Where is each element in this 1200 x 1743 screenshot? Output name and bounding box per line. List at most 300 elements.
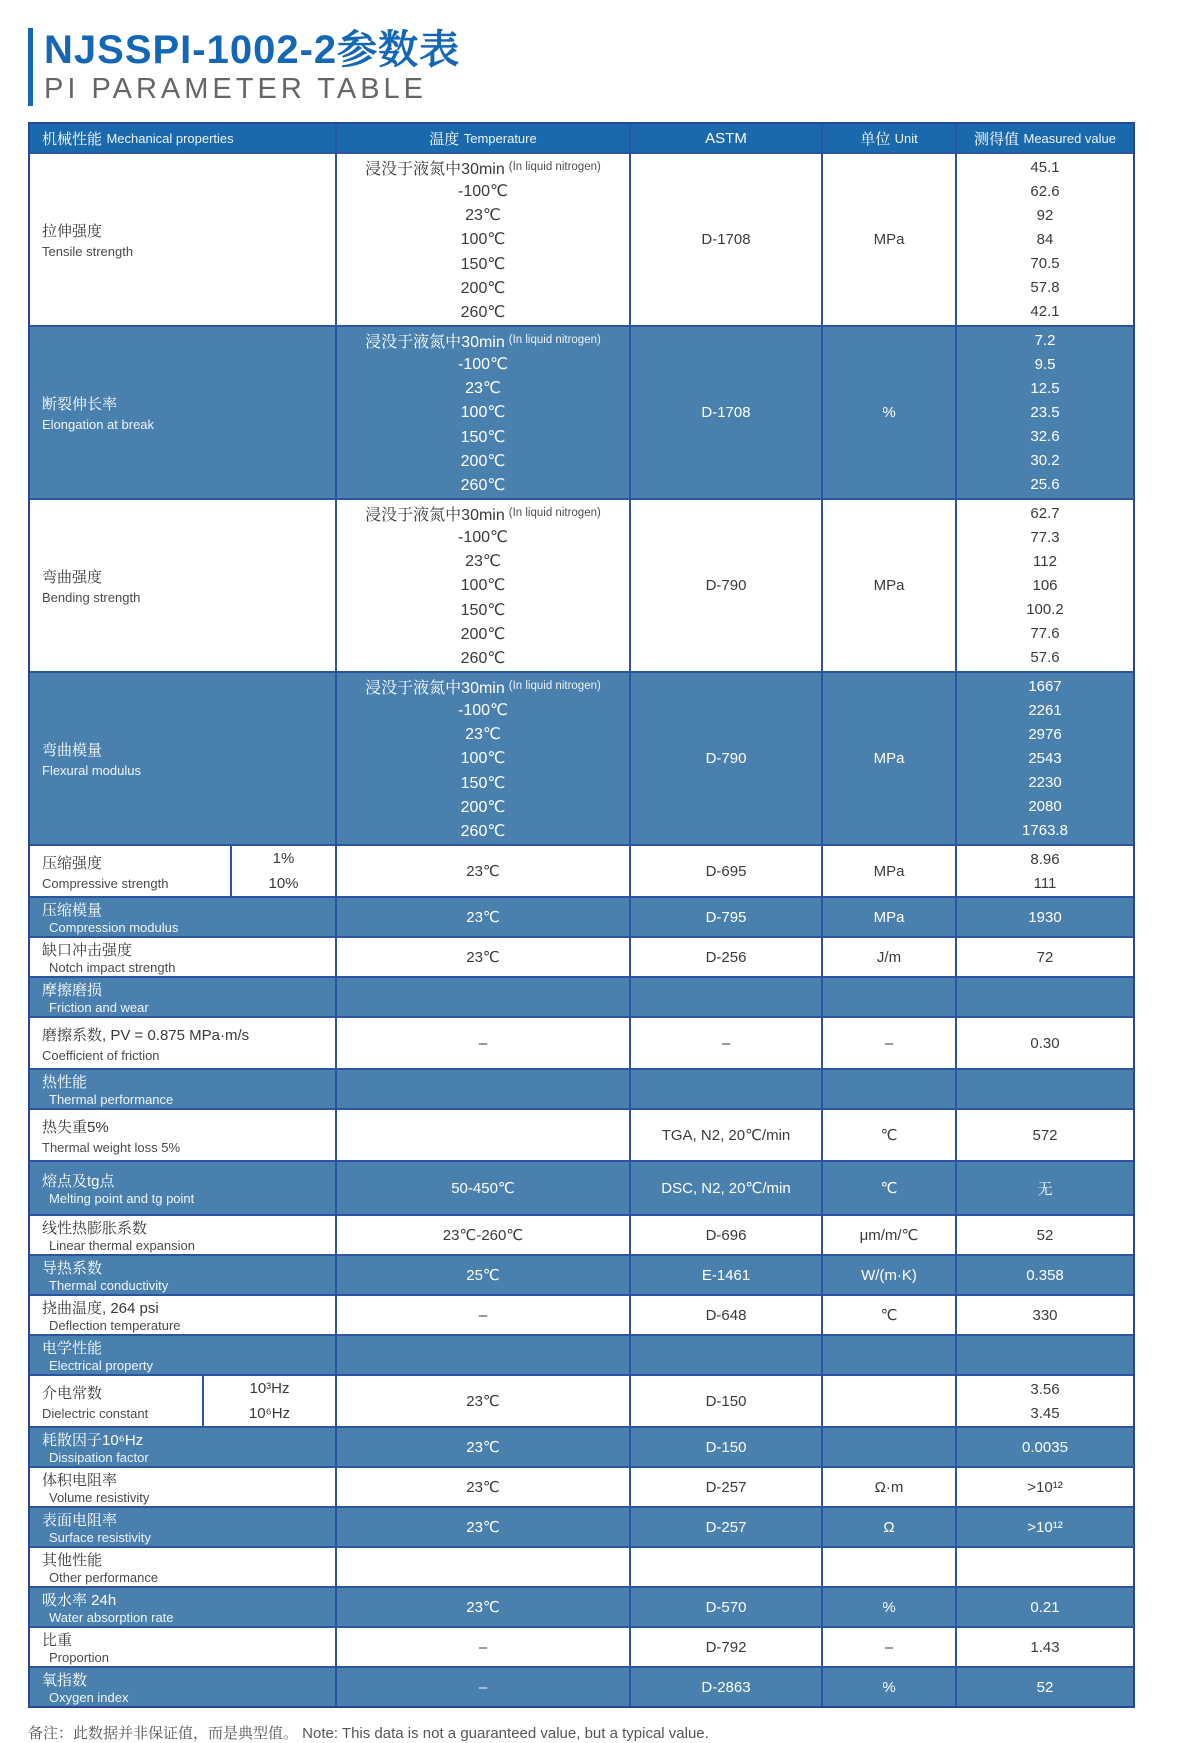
cell-temperature-electrical-property — [337, 1336, 629, 1374]
unit-value: Ω — [883, 1518, 895, 1536]
temperature-line — [339, 674, 627, 698]
sub-condition: 1% — [272, 850, 295, 867]
unit-value: ℃ — [880, 1127, 898, 1144]
temperature-value: -100℃ — [458, 183, 508, 201]
property-en: Thermal performance — [49, 1092, 174, 1107]
cell-astm-friction-and-wear — [631, 978, 821, 1016]
cell-unit-bending-strength — [823, 500, 955, 671]
sub-condition: 10% — [268, 875, 299, 892]
property-zh: 拉伸强度 — [42, 223, 103, 240]
temperature-value: 23℃ — [465, 726, 501, 744]
property-en: Friction and wear — [49, 1000, 149, 1015]
unit-value: % — [882, 1678, 896, 1696]
cell-measured-value-water-absorption-rate — [957, 1588, 1133, 1626]
property-zh: 挠曲温度, 264 psi — [42, 1300, 159, 1317]
astm-value: TGA, N2, 20℃/min — [661, 1127, 791, 1144]
property-en: Oxygen index — [49, 1690, 129, 1705]
temperature-line — [339, 352, 627, 376]
temperature-value: -100℃ — [458, 529, 508, 547]
table-row-electrical-property — [30, 1336, 1133, 1374]
property-en: Proportion — [49, 1650, 109, 1665]
cell-temperature-oxygen-index — [337, 1668, 629, 1706]
property-label-wrap — [30, 846, 230, 896]
title-accent-bar — [28, 28, 33, 106]
cell-temperature-dissipation-factor — [337, 1428, 629, 1466]
astm-value: D-790 — [705, 750, 747, 767]
property-zh: 断裂伸长率 — [42, 396, 118, 413]
property-label — [42, 1217, 195, 1253]
property-zh: 热失重5% — [42, 1118, 109, 1136]
measured-value: 62.7 — [1030, 504, 1060, 522]
measured-value: 7.2 — [1034, 331, 1056, 349]
cell-measured-value-compressive-strength — [957, 846, 1133, 896]
property-en: Compression modulus — [49, 920, 179, 935]
cell-temperature-other-performance — [337, 1548, 629, 1586]
property-zh: 介电常数 — [42, 1384, 103, 1402]
temperature-value: 100℃ — [460, 750, 506, 768]
table-row-volume-resistivity — [30, 1468, 1133, 1506]
cell-unit-thermal-conductivity — [823, 1256, 955, 1294]
unit-value: MPa — [873, 577, 905, 594]
measured-value: 2543 — [1028, 749, 1062, 767]
measured-value: 0.30 — [1030, 1034, 1060, 1052]
cell-unit-compressive-strength — [823, 846, 955, 896]
temperature-value: 150℃ — [460, 428, 506, 446]
cell-temperature-dielectric-constant — [337, 1376, 629, 1426]
temperature-value: 浸没于液氮中30min — [365, 160, 505, 178]
cell-property-dielectric-constant — [30, 1376, 335, 1426]
temperature-line — [339, 501, 627, 525]
property-label — [42, 1429, 149, 1465]
cell-astm-coefficient-of-friction — [631, 1018, 821, 1068]
property-zh: 电学性能 — [42, 1340, 103, 1357]
temperature-line — [339, 795, 627, 819]
temperature-line — [339, 449, 627, 473]
cell-unit-friction-and-wear — [823, 978, 955, 1016]
property-label-wrap — [30, 1376, 202, 1426]
measured-value: 无 — [1037, 1180, 1053, 1198]
astm-value: D-795 — [705, 908, 747, 926]
measured-value: 70.5 — [1030, 255, 1060, 273]
property-en: Volume resistivity — [49, 1490, 150, 1505]
temperature-value: 200℃ — [460, 452, 506, 470]
property-label — [42, 566, 140, 605]
measured-value: 57.8 — [1030, 279, 1060, 297]
property-label — [42, 852, 230, 891]
cell-unit-oxygen-index — [823, 1668, 955, 1706]
cell-temperature-thermal-performance — [337, 1070, 629, 1108]
measured-value: 0.0035 — [1022, 1438, 1068, 1456]
temperature-value: 23℃ — [465, 553, 501, 571]
temperature-value: 23℃ — [466, 863, 500, 880]
property-label — [42, 939, 175, 975]
measured-value: 330 — [1032, 1306, 1058, 1324]
property-label — [42, 1509, 151, 1545]
table-row-dissipation-factor — [30, 1428, 1133, 1466]
measured-value: 25.6 — [1030, 476, 1060, 494]
measured-value: 52 — [1036, 1226, 1054, 1244]
measured-value: 572 — [1032, 1126, 1058, 1144]
property-en: Flexural modulus — [42, 763, 141, 778]
unit-value: μm/m/℃ — [859, 1227, 919, 1244]
cell-measured-value-thermal-performance — [957, 1070, 1133, 1108]
table-row-flexural-modulus — [30, 673, 1133, 844]
unit-value: ℃ — [880, 1307, 898, 1324]
unit-value: % — [882, 404, 896, 421]
property-zh: 导热系数 — [42, 1260, 103, 1277]
temperature-value: 200℃ — [460, 625, 506, 643]
temperature-value: 浸没于液氮中30min — [365, 679, 505, 697]
temperature-value: 23℃-260℃ — [442, 1227, 524, 1244]
temperature-value: 23℃ — [466, 1599, 500, 1616]
cell-unit-dissipation-factor — [823, 1428, 955, 1466]
cell-measured-value-tensile-strength — [957, 154, 1133, 325]
temperature-line — [339, 203, 627, 227]
property-label — [42, 979, 149, 1015]
cell-astm-oxygen-index — [631, 1668, 821, 1706]
temperature-line — [339, 227, 627, 251]
cell-temperature-tensile-strength — [337, 154, 629, 325]
temperature-value: 150℃ — [460, 774, 506, 792]
cell-measured-value-dissipation-factor — [957, 1428, 1133, 1466]
temperature-value: – — [478, 1638, 488, 1656]
cell-unit-volume-resistivity — [823, 1468, 955, 1506]
cell-property-compressive-strength — [30, 846, 335, 896]
astm-value: D-696 — [705, 1226, 747, 1244]
temperature-value: 260℃ — [460, 303, 506, 321]
measured-value-lines — [959, 847, 1131, 895]
table-row-proportion — [30, 1628, 1133, 1666]
table-row-compressive-strength — [30, 846, 1133, 896]
temperature-lines — [339, 501, 627, 670]
astm-value: D-2863 — [701, 1678, 751, 1696]
header-cell-measured-value — [957, 124, 1133, 152]
cell-measured-value-volume-resistivity — [957, 1468, 1133, 1506]
property-zh: 缺口冲击强度 — [42, 942, 133, 959]
cell-property-elongation-at-break — [30, 327, 335, 498]
unit-value: ℃ — [880, 1180, 898, 1197]
cell-temperature-thermal-weight-loss — [337, 1110, 629, 1160]
measured-value: 1930 — [1028, 908, 1062, 926]
table-row-thermal-conductivity — [30, 1256, 1133, 1294]
cell-property-notch-impact-strength — [30, 938, 335, 976]
property-label — [42, 1382, 202, 1421]
unit-value: W/(m·K) — [861, 1266, 917, 1284]
header-measured-en: Measured value — [1023, 130, 1116, 146]
cell-astm-melting-point — [631, 1162, 821, 1214]
cell-property-linear-thermal-expansion — [30, 1216, 335, 1254]
cell-unit-elongation-at-break — [823, 327, 955, 498]
cell-astm-thermal-weight-loss — [631, 1110, 821, 1160]
measured-value: 45.1 — [1030, 158, 1060, 176]
property-label — [42, 1116, 180, 1155]
temperature-value: 23℃ — [466, 1393, 500, 1410]
unit-value: % — [882, 1598, 896, 1616]
temperature-line — [339, 646, 627, 670]
property-en: Notch impact strength — [49, 960, 176, 975]
cell-property-oxygen-index — [30, 1668, 335, 1706]
header-astm-label: ASTM — [705, 129, 747, 147]
temperature-line — [339, 155, 627, 179]
temperature-value: 100℃ — [460, 231, 506, 249]
property-label — [42, 1589, 174, 1625]
cell-property-volume-resistivity — [30, 1468, 335, 1506]
cell-unit-coefficient-of-friction — [823, 1018, 955, 1068]
cell-property-water-absorption-rate — [30, 1588, 335, 1626]
table-row-water-absorption-rate — [30, 1588, 1133, 1626]
temperature-value: 100℃ — [460, 404, 506, 422]
cell-measured-value-coefficient-of-friction — [957, 1018, 1133, 1068]
property-en: Thermal weight loss 5% — [42, 1139, 180, 1155]
table-row-compression-modulus — [30, 898, 1133, 936]
measured-value: 1667 — [1028, 677, 1062, 695]
astm-value: D-150 — [705, 1392, 747, 1410]
property-en: Bending strength — [42, 590, 141, 605]
property-zh: 热性能 — [42, 1074, 88, 1091]
cell-property-friction-and-wear — [30, 978, 335, 1016]
cell-unit-proportion — [823, 1628, 955, 1666]
astm-value: – — [721, 1034, 731, 1052]
cell-measured-value-thermal-conductivity — [957, 1256, 1133, 1294]
property-zh: 弯曲强度 — [42, 569, 103, 586]
cell-astm-notch-impact-strength — [631, 938, 821, 976]
cell-astm-other-performance — [631, 1548, 821, 1586]
cell-unit-linear-thermal-expansion — [823, 1216, 955, 1254]
temperature-line — [339, 425, 627, 449]
property-label — [42, 739, 141, 778]
cell-astm-tensile-strength — [631, 154, 821, 325]
unit-value: MPa — [873, 750, 905, 767]
property-en: Elongation at break — [42, 417, 155, 432]
cell-unit-melting-point — [823, 1162, 955, 1214]
astm-value: D-150 — [705, 1438, 747, 1456]
table-row-linear-thermal-expansion — [30, 1216, 1133, 1254]
cell-property-deflection-temperature — [30, 1296, 335, 1334]
measured-value: 1.43 — [1030, 1638, 1060, 1656]
table-header-row — [30, 124, 1133, 152]
cell-measured-value-electrical-property — [957, 1336, 1133, 1374]
temperature-lines — [339, 155, 627, 324]
temperature-value: 260℃ — [460, 822, 506, 840]
astm-value: D-1708 — [701, 231, 751, 248]
temperature-line — [339, 573, 627, 597]
property-en: Dissipation factor — [49, 1450, 149, 1465]
measured-value: 62.6 — [1030, 182, 1060, 200]
cell-temperature-deflection-temperature — [337, 1296, 629, 1334]
cell-measured-value-elongation-at-break — [957, 327, 1133, 498]
measured-value: 2261 — [1028, 701, 1062, 719]
property-zh: 磨擦系数, PV = 0.875 MPa·m/s — [42, 1026, 250, 1044]
temperature-note: (In liquid nitrogen) — [508, 161, 601, 174]
cell-property-bending-strength — [30, 500, 335, 671]
cell-unit-compression-modulus — [823, 898, 955, 936]
property-en: Linear thermal expansion — [49, 1238, 195, 1253]
temperature-note: (In liquid nitrogen) — [508, 334, 601, 347]
temperature-line — [339, 549, 627, 573]
temperature-value: 23℃ — [466, 1519, 500, 1536]
property-label — [42, 1257, 168, 1293]
cell-unit-surface-resistivity — [823, 1508, 955, 1546]
cell-property-flexural-modulus — [30, 673, 335, 844]
header-cell-temperature — [337, 124, 629, 152]
temperature-line — [339, 376, 627, 400]
measured-value-lines — [959, 1377, 1131, 1425]
measured-value: >10¹² — [1027, 1518, 1063, 1536]
temperature-note: (In liquid nitrogen) — [508, 507, 601, 520]
property-zh: 表面电阻率 — [42, 1512, 118, 1529]
measured-value: 72 — [1036, 948, 1054, 966]
temperature-line — [339, 473, 627, 497]
page-subtitle: PI PARAMETER TABLE — [44, 73, 428, 105]
cell-unit-other-performance — [823, 1548, 955, 1586]
header-property-en: Mechanical properties — [106, 130, 234, 146]
property-label — [42, 1071, 173, 1107]
measured-value: 8.96 — [1030, 850, 1060, 868]
property-zh: 压缩强度 — [42, 854, 103, 872]
cell-temperature-elongation-at-break — [337, 327, 629, 498]
temperature-value: – — [478, 1306, 488, 1324]
astm-value: D-790 — [705, 577, 747, 594]
sub-condition: 10³Hz — [249, 1380, 290, 1397]
cell-temperature-proportion — [337, 1628, 629, 1666]
temperature-value: 浸没于液氮中30min — [365, 506, 505, 524]
table-row-dielectric-constant — [30, 1376, 1133, 1426]
temperature-lines — [339, 328, 627, 497]
measured-value: 23.5 — [1030, 403, 1060, 421]
header-cell-astm — [631, 124, 821, 152]
parameter-table — [28, 122, 1135, 1708]
measured-value: 3.45 — [1030, 1404, 1060, 1422]
cell-astm-deflection-temperature — [631, 1296, 821, 1334]
measured-value: 1763.8 — [1022, 822, 1068, 840]
cell-property-surface-resistivity — [30, 1508, 335, 1546]
header-property-zh: 机械性能 — [42, 130, 103, 148]
property-zh: 弯曲模量 — [42, 742, 103, 759]
table-row-melting-point — [30, 1162, 1133, 1214]
title-texts — [44, 28, 460, 106]
astm-value: D-256 — [705, 948, 747, 966]
temperature-line — [339, 722, 627, 746]
temperature-line — [339, 525, 627, 549]
table-row-thermal-performance — [30, 1070, 1133, 1108]
cell-measured-value-melting-point — [957, 1162, 1133, 1214]
temperature-line — [339, 252, 627, 276]
property-zh: 比重 — [42, 1632, 73, 1649]
table-row-bending-strength — [30, 500, 1133, 671]
temperature-line — [339, 622, 627, 646]
footer-note: 备注：此数据并非保证值，而是典型值。 Note: This data is not a guaranteed value, but a typical value. — [28, 1725, 709, 1742]
property-label — [42, 1469, 149, 1505]
temperature-value: -100℃ — [458, 356, 508, 374]
table-row-tensile-strength — [30, 154, 1133, 325]
cell-unit-thermal-performance — [823, 1070, 955, 1108]
property-zh: 吸水率 24h — [42, 1592, 117, 1609]
header-unit-en: Unit — [894, 130, 918, 146]
measured-value: 0.358 — [1026, 1266, 1064, 1284]
measured-value: 12.5 — [1030, 379, 1060, 397]
temperature-value: 23℃ — [466, 1439, 500, 1456]
measured-value: 84 — [1036, 230, 1054, 248]
cell-property-thermal-weight-loss — [30, 1110, 335, 1160]
temperature-value: 浸没于液氮中30min — [365, 333, 505, 351]
property-sub-conditions — [230, 846, 335, 896]
cell-unit-water-absorption-rate — [823, 1588, 955, 1626]
property-label — [42, 1629, 109, 1665]
property-en: Thermal conductivity — [49, 1278, 169, 1293]
temperature-line — [339, 598, 627, 622]
cell-temperature-coefficient-of-friction — [337, 1018, 629, 1068]
cell-unit-dielectric-constant — [823, 1376, 955, 1426]
property-zh: 耗散因子10⁶Hz — [42, 1432, 144, 1449]
measured-value: 100.2 — [1026, 601, 1064, 619]
temperature-value: 50-450℃ — [451, 1180, 515, 1197]
measured-value: 0.21 — [1030, 1598, 1060, 1616]
cell-property-electrical-property — [30, 1336, 335, 1374]
temperature-value: 200℃ — [460, 279, 506, 297]
unit-value: J/m — [876, 948, 902, 966]
temperature-value: 150℃ — [460, 255, 506, 273]
cell-measured-value-friction-and-wear — [957, 978, 1133, 1016]
temperature-line — [339, 328, 627, 352]
cell-measured-value-bending-strength — [957, 500, 1133, 671]
cell-measured-value-deflection-temperature — [957, 1296, 1133, 1334]
temperature-value: 260℃ — [460, 476, 506, 494]
cell-property-other-performance — [30, 1548, 335, 1586]
property-zh: 体积电阻率 — [42, 1472, 118, 1489]
cell-temperature-bending-strength — [337, 500, 629, 671]
cell-measured-value-linear-thermal-expansion — [957, 1216, 1133, 1254]
table-row-thermal-weight-loss — [30, 1110, 1133, 1160]
cell-temperature-notch-impact-strength — [337, 938, 629, 976]
measured-value: 2976 — [1028, 725, 1062, 743]
measured-value: 3.56 — [1030, 1380, 1060, 1398]
cell-astm-proportion — [631, 1628, 821, 1666]
header-cell-unit — [823, 124, 955, 152]
cell-temperature-flexural-modulus — [337, 673, 629, 844]
cell-unit-notch-impact-strength — [823, 938, 955, 976]
property-zh: 线性热膨胀系数 — [42, 1220, 148, 1237]
measured-value: 32.6 — [1030, 428, 1060, 446]
cell-temperature-surface-resistivity — [337, 1508, 629, 1546]
cell-astm-water-absorption-rate — [631, 1588, 821, 1626]
property-zh: 压缩模量 — [42, 902, 103, 919]
property-label — [42, 1297, 181, 1333]
temperature-value: 23℃ — [466, 949, 500, 966]
table-row-friction-and-wear — [30, 978, 1133, 1016]
measured-value-lines — [959, 501, 1131, 670]
property-label — [42, 1669, 129, 1705]
property-en: Tensile strength — [42, 244, 134, 259]
measured-value-lines — [959, 674, 1131, 843]
temperature-note: (In liquid nitrogen) — [508, 680, 601, 693]
temperature-value: – — [478, 1678, 488, 1696]
table-row-coefficient-of-friction — [30, 1018, 1133, 1068]
page-title: NJSSPI-1002-2参数表 — [44, 28, 461, 72]
cell-property-dissipation-factor — [30, 1428, 335, 1466]
cell-measured-value-compression-modulus — [957, 898, 1133, 936]
property-en: Coefficient of friction — [42, 1047, 160, 1063]
measured-value: 42.1 — [1030, 303, 1060, 321]
cell-astm-thermal-conductivity — [631, 1256, 821, 1294]
cell-property-tensile-strength — [30, 154, 335, 325]
unit-value: – — [884, 1034, 894, 1052]
page-title-block — [28, 28, 1200, 106]
temperature-value: 100℃ — [460, 577, 506, 595]
measured-value: 112 — [1033, 552, 1057, 570]
property-zh: 氧指数 — [42, 1672, 88, 1689]
measured-value-lines — [959, 155, 1131, 324]
property-label — [42, 1337, 153, 1373]
